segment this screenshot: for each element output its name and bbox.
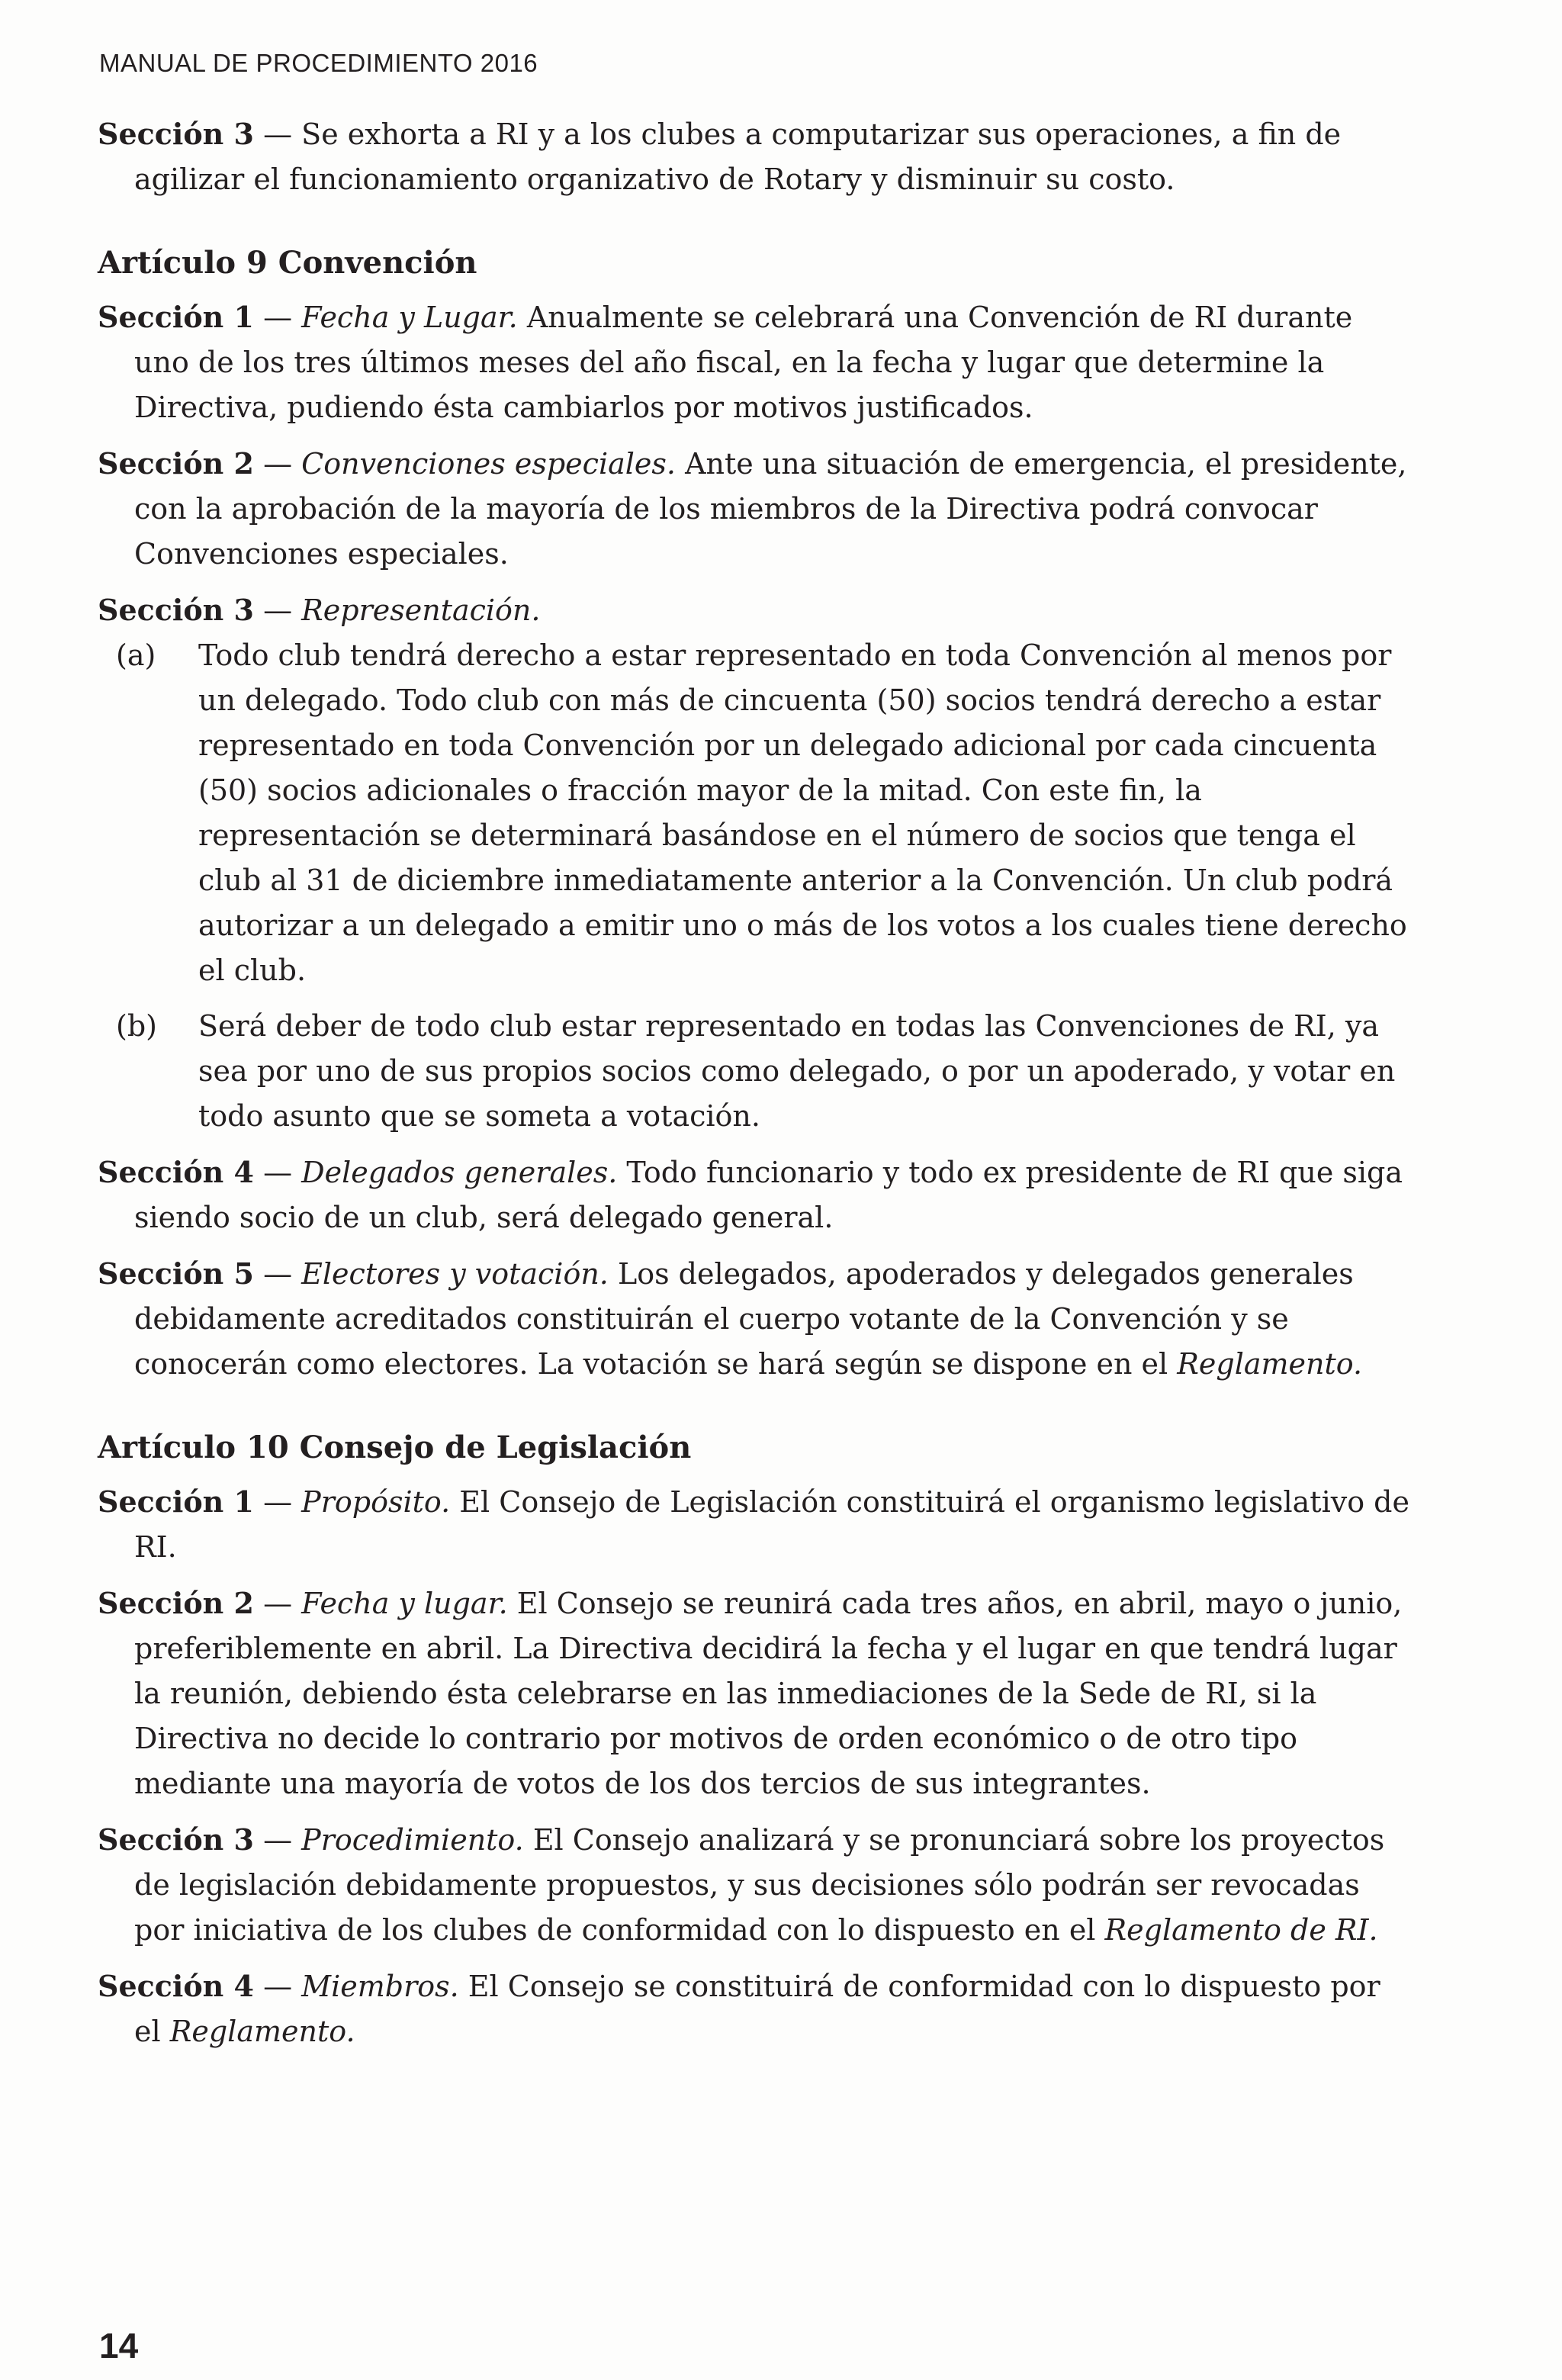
- section-text: El Consejo analizará y se pronunciará sobre los proyectos de legislación debidamente propuestos, y sus decisiones sólo podrán ser revocadas por iniciativa de los clubes de conformidad con lo dispuesto en el: [134, 1823, 1385, 1947]
- section-reference: Reglamento.: [169, 2015, 355, 2048]
- section-text: Se exhorta a RI y a los clubes a computarizar sus operaciones, a fin de agilizar el funcionamiento organizativo de Rotary y disminuir su costo.: [134, 117, 1342, 196]
- section-text: Todo funcionario y todo ex presidente de RI que siga siendo socio de un club, será delegado general.: [134, 1156, 1403, 1234]
- section-label: Sección 2: [98, 446, 254, 481]
- intro-section: Sección 3 — Se exhorta a RI y a los clubes a computarizar sus operaciones, a fin de agilizar el funcionamiento organizativo de Rotary y disminuir su costo.: [98, 117, 1342, 196]
- section-label: Sección 3: [98, 1822, 254, 1857]
- article-9-section-2: Sección 2 — Convenciones especiales. Ante una situación de emergencia, el presidente, con la aprobación de la mayoría de los miembros de la Directiva podrá convocar Convenciones especiales.: [98, 446, 1407, 571]
- document-body: [98, 111, 1409, 2065]
- section-title: Fecha y lugar.: [301, 1587, 508, 1620]
- list-marker: (a): [116, 638, 156, 672]
- article-10-section-1: Sección 1 — Propósito. El Consejo de Legislación constituirá el organismo legislativo de RI.: [98, 1484, 1409, 1564]
- section-title: Representación.: [301, 593, 541, 627]
- article-9-section-4: Sección 4 — Delegados generales. Todo funcionario y todo ex presidente de RI que siga siendo socio de un club, será delegado general.: [98, 1155, 1403, 1234]
- article-9-heading: Artículo 9 Convención: [98, 245, 477, 281]
- article-10-heading: Artículo 10 Consejo de Legislación: [98, 1430, 692, 1465]
- section-text: El Consejo de Legislación constituirá el organismo legislativo de RI.: [134, 1485, 1409, 1564]
- section-label: Sección 3: [98, 593, 254, 627]
- list-item-text: Será deber de todo club estar representado en todas las Convenciones de RI, ya sea por uno de sus propios socios como delegado, o por un apoderado, y votar en todo asunto que se someta a votación.: [198, 1009, 1396, 1133]
- article-9-section-1: Sección 1 — Fecha y Lugar. Anualmente se celebrará una Convención de RI durante uno de los tres últimos meses del año fiscal, en la fecha y lugar que determine la Directiva, pudiendo ésta cambiarlos por motivos justificados.: [98, 300, 1353, 424]
- section-label: Sección 4: [98, 1155, 254, 1189]
- section-label: Sección 3: [98, 117, 254, 151]
- section-text: Anualmente se celebrará una Convención de RI durante uno de los tres últimos meses del año fiscal, en la fecha y lugar que determine la Directiva, pudiendo ésta cambiarlos por motivos justificados.: [134, 301, 1353, 424]
- section-title: Fecha y Lugar.: [301, 301, 518, 334]
- section-text: Los delegados, apoderados y delegados generales debidamente acreditados constituirán el cuerpo votante de la Convención y se conocerán como electores. La votación se hará según se dispone en el: [134, 1257, 1354, 1381]
- running-head: MANUAL DE PROCEDIMIENTO 2016: [99, 49, 538, 77]
- section-label: Sección 1: [98, 300, 254, 334]
- section-text: El Consejo se constituirá de conformidad con lo dispuesto por el: [134, 1970, 1380, 2048]
- article-10-section-4: Sección 4 — Miembros. El Consejo se constituirá de conformidad con lo dispuesto por el Reglamento.: [98, 1969, 1380, 2048]
- article-10-section-3: Sección 3 — Procedimiento. El Consejo analizará y se pronunciará sobre los proyectos de legislación debidamente propuestos, y sus decisiones sólo podrán ser revocadas por iniciativa de los clubes de conformidad con lo dispuesto en el Reglamento de RI.: [98, 1822, 1385, 1947]
- article-9-section-5: Sección 5 — Electores y votación. Los delegados, apoderados y delegados generales debidamente acreditados constituirán el cuerpo votante de la Convención y se conocerán como electores. La votación se hará según se dispone en el Reglamento.: [98, 1256, 1363, 1381]
- list-item-a: [98, 633, 1409, 993]
- section-text: El Consejo se reunirá cada tres años, en abril, mayo o junio, preferiblemente en abril. La Directiva decidirá la fecha y el lugar en que tendrá lugar la reunión, debiendo ésta celebrarse en las inmediaciones de la Sede de RI, si la Directiva no decide lo contrario por motivos de orden económico o de otro tipo mediante una mayoría de votos de los dos tercios de sus integrantes.: [134, 1587, 1403, 1800]
- section-title: Procedimiento.: [301, 1823, 524, 1857]
- section-title: Propósito.: [301, 1485, 451, 1519]
- list-marker: (b): [116, 1009, 157, 1043]
- list-item-b: [98, 1004, 1409, 1139]
- page-number: 14: [99, 2326, 139, 2366]
- section-reference: Reglamento de RI.: [1104, 1913, 1378, 1947]
- section-title: Convenciones especiales.: [301, 447, 676, 481]
- section-title: Miembros.: [301, 1970, 459, 2003]
- section-label: Sección 4: [98, 1969, 254, 2003]
- section-label: Sección 5: [98, 1256, 254, 1291]
- section-label: Sección 1: [98, 1484, 254, 1519]
- section-title: Electores y votación.: [301, 1257, 609, 1291]
- section-reference: Reglamento.: [1177, 1347, 1363, 1381]
- list-item-text: Todo club tendrá derecho a estar representado en toda Convención al menos por un delegado. Todo club con más de cincuenta (50) socios tendrá derecho a estar representado en toda Convención por un delegado adicional por cada cincuenta (50) socios adicionales o fracción mayor de la mitad. Con este fin, la representación se determinará basándose en el número de socios que tenga el club al 31 de diciembre inmediatamente anterior a la Convención. Un club podrá autorizar a un delegado a emitir uno o más de los votos a los cuales tiene derecho el club.: [198, 638, 1407, 987]
- article-9-section-3: Sección 3 — Representación.: [98, 593, 541, 627]
- section-text: Ante una situación de emergencia, el presidente, con la aprobación de la mayoría de los miembros de la Directiva podrá convocar Convenciones especiales.: [134, 447, 1407, 571]
- section-label: Sección 2: [98, 1586, 254, 1620]
- section-title: Delegados generales.: [301, 1156, 618, 1189]
- article-10-section-2: Sección 2 — Fecha y lugar. El Consejo se reunirá cada tres años, en abril, mayo o junio, preferiblemente en abril. La Directiva decidirá la fecha y el lugar en que tendrá lugar la reunión, debiendo ésta celebrarse en las inmediaciones de la Sede de RI, si la Directiva no decide lo contrario por motivos de orden económico o de otro tipo mediante una mayoría de votos de los dos tercios de sus integrantes.: [98, 1586, 1403, 1800]
